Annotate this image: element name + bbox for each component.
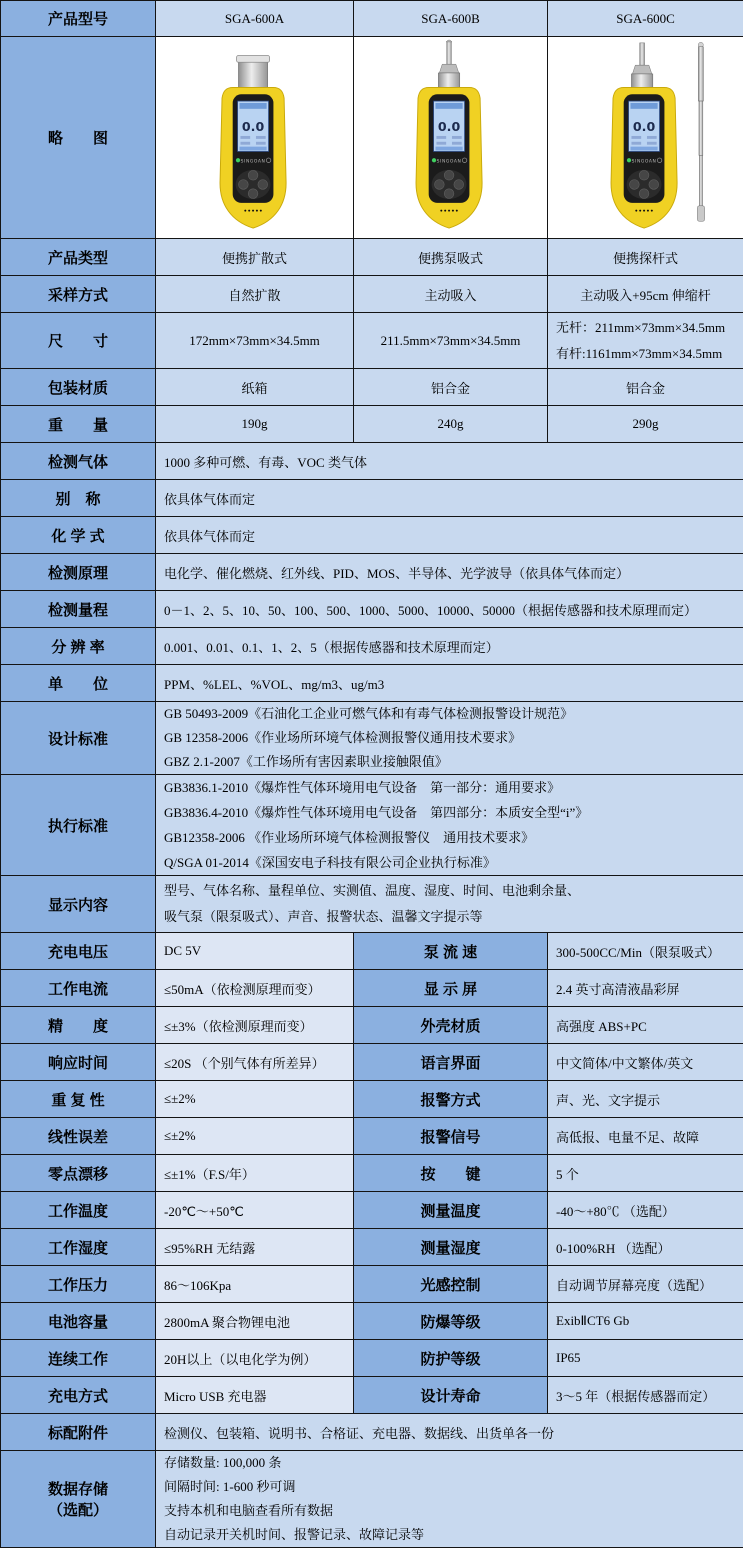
svg-text:SINGOAN: SINGOAN: [436, 159, 461, 165]
alias-value: 依具体气体而定: [156, 480, 743, 517]
product-image-cell-c: [548, 37, 743, 239]
telescopic-rod: [697, 42, 704, 221]
product-image-cell-b: [354, 37, 548, 239]
row-label: 尺 寸: [1, 313, 156, 369]
row-label: 设计标准: [1, 702, 156, 775]
data-storage-value: [156, 1451, 743, 1548]
row-standard-accessories: [1, 1414, 743, 1451]
product-image-sga-600c: [548, 39, 743, 236]
detection-range-value: 0－1、2、5、10、50、100、500、1000、5000、10000、50000（根据传感器和技术原理而定）: [156, 591, 743, 628]
weight-c: 290g: [548, 406, 743, 443]
row-label: 响应时间: [1, 1044, 156, 1081]
repeatability-value: ≤±2%: [156, 1081, 354, 1118]
row-label: 工作电流: [1, 970, 156, 1007]
design-standard-value: [156, 702, 743, 775]
linearity-error-value: ≤±2%: [156, 1118, 354, 1155]
accessories-value: 检测仪、包装箱、说明书、合格证、充电器、数据线、出货单各一份: [156, 1414, 743, 1451]
display-screen-value: 2.4 英寸高清液晶彩屏: [548, 970, 743, 1007]
design-standard-line: GB 50493-2009《石油化工企业可燃气体和有毒气体检测报警设计规范》: [164, 702, 735, 726]
row-working-pressure-light-control: [1, 1266, 743, 1303]
row-linearity-alarm-signal: [1, 1118, 743, 1155]
battery-capacity-value: 2800mA 聚合物锂电池: [156, 1303, 354, 1340]
shell-material-value: 高强度 ABS+PC: [548, 1007, 743, 1044]
continuous-work-value: 20H以上（以电化学为例）: [156, 1340, 354, 1377]
language-value: 中文简体/中文繁体/英文: [548, 1044, 743, 1081]
design-standard-line: GB 12358-2006《作业场所环境气体检测报警仪通用技术要求》: [164, 726, 735, 750]
gas-detector-illustration: [577, 39, 715, 231]
row-label: 产品类型: [1, 239, 156, 276]
data-storage-label-line2: （选配）: [3, 1499, 153, 1520]
model-a: SGA-600A: [156, 1, 354, 37]
row-label: 检测原理: [1, 554, 156, 591]
detected-gas-value: 1000 多种可燃、有毒、VOC 类气体: [156, 443, 743, 480]
type-c: 便携探杆式: [548, 239, 743, 276]
display-content-line: 型号、气体名称、量程单位、实测值、温度、湿度、时间、电池剩余量、: [164, 878, 735, 904]
light-control-value: 自动调节屏幕亮度（选配）: [548, 1266, 743, 1303]
size-a: 172mm×73mm×34.5mm: [156, 313, 354, 369]
gas-detector-illustration: [186, 39, 324, 231]
packing-b: 铝合金: [354, 369, 548, 406]
row-label: 分 辨 率: [1, 628, 156, 665]
working-current-value: ≤50mA（依检测原理而变）: [156, 970, 354, 1007]
row-label: 包装材质: [1, 369, 156, 406]
row-design-standard: [1, 702, 743, 775]
svg-text:0.0: 0.0: [241, 119, 264, 134]
product-image-sga-600a: [156, 39, 353, 236]
size-c: [548, 313, 743, 369]
row-label: 标配附件: [1, 1414, 156, 1451]
sampling-c: 主动吸入+95cm 伸缩杆: [548, 276, 743, 313]
pump-flow-value: 300-500CC/Min（限泵吸式）: [548, 933, 743, 970]
row-label-2: 设计寿命: [354, 1377, 548, 1414]
sampling-a: 自然扩散: [156, 276, 354, 313]
svg-text:0.0: 0.0: [632, 119, 655, 134]
row-detected-gas: [1, 443, 743, 480]
row-product-model: [1, 1, 743, 37]
row-zero-drift-keys: [1, 1155, 743, 1192]
charge-voltage-value: DC 5V: [156, 933, 354, 970]
row-label: 略 图: [1, 37, 156, 239]
data-storage-line: 支持本机和电脑查看所有数据: [164, 1499, 735, 1523]
weight-a: 190g: [156, 406, 354, 443]
unit-value: PPM、%LEL、%VOL、mg/m3、ug/m3: [156, 665, 743, 702]
row-label-2: 防爆等级: [354, 1303, 548, 1340]
row-label: 显示内容: [1, 876, 156, 933]
product-image-sga-600b: [354, 39, 547, 236]
row-accuracy-shell-material: [1, 1007, 743, 1044]
row-working-current-display: [1, 970, 743, 1007]
row-sampling-method: [1, 276, 743, 313]
product-image-cell-a: [156, 37, 354, 239]
row-label: 单 位: [1, 665, 156, 702]
row-label-2: 报警方式: [354, 1081, 548, 1118]
row-label: 重 量: [1, 406, 156, 443]
svg-text:0.0: 0.0: [437, 119, 460, 134]
row-label-2: 防护等级: [354, 1340, 548, 1377]
row-weight: [1, 406, 743, 443]
design-life-value: 3～5 年（根据传感器而定）: [548, 1377, 743, 1414]
row-display-content: [1, 876, 743, 933]
row-working-humidity-measure-humidity: [1, 1229, 743, 1266]
row-dimensions: [1, 313, 743, 369]
sampling-b: 主动吸入: [354, 276, 548, 313]
executive-standard-value: [156, 775, 743, 876]
row-label: 别 称: [1, 480, 156, 517]
row-label-2: 外壳材质: [354, 1007, 548, 1044]
keys-value: 5 个: [548, 1155, 743, 1192]
measure-temp-value: -40～+80℃ （选配）: [548, 1192, 743, 1229]
executive-standard-line: GB3836.4-2010《爆炸性气体环境用电气设备 第四部分：本质安全型“i”》: [164, 800, 735, 825]
response-time-value: ≤20S （个别气体有所差异）: [156, 1044, 354, 1081]
row-label: [1, 1451, 156, 1548]
model-b: SGA-600B: [354, 1, 548, 37]
accuracy-value: ≤±3%（依检测原理而变）: [156, 1007, 354, 1044]
gas-detector-illustration: [382, 39, 520, 231]
row-label-2: 泵 流 速: [354, 933, 548, 970]
row-resolution: [1, 628, 743, 665]
packing-c: 铝合金: [548, 369, 743, 406]
row-repeatability-alarm-mode: [1, 1081, 743, 1118]
row-detection-range: [1, 591, 743, 628]
row-label-2: 报警信号: [354, 1118, 548, 1155]
row-packing-material: [1, 369, 743, 406]
zero-drift-value: ≤±1%（F.S/年）: [156, 1155, 354, 1192]
row-label: 工作湿度: [1, 1229, 156, 1266]
row-continuous-work-protection: [1, 1340, 743, 1377]
type-a: 便携扩散式: [156, 239, 354, 276]
size-c-line1: 无杆：211mm×73mm×34.5mm: [556, 315, 735, 341]
row-label: 充电方式: [1, 1377, 156, 1414]
data-storage-line: 存储数量: 100,000 条: [164, 1451, 735, 1475]
working-humidity-value: ≤95%RH 无结露: [156, 1229, 354, 1266]
executive-standard-line: GB12358-2006 《作业场所环境气体检测报警仪 通用技术要求》: [164, 825, 735, 850]
row-label-2: 语言界面: [354, 1044, 548, 1081]
data-storage-label-line1: 数据存储: [3, 1478, 153, 1499]
design-standard-line: GBZ 2.1-2007《工作场所有害因素职业接触限值》: [164, 750, 735, 774]
row-data-storage: [1, 1451, 743, 1548]
model-c: SGA-600C: [548, 1, 743, 37]
row-response-time-language: [1, 1044, 743, 1081]
detection-principle-value: 电化学、催化燃烧、红外线、PID、MOS、半导体、光学波导（依具体气体而定）: [156, 554, 743, 591]
row-charge-method-design-life: [1, 1377, 743, 1414]
size-c-line2: 有杆:1161mm×73mm×34.5mm: [556, 341, 735, 367]
measure-humidity-value: 0-100%RH （选配）: [548, 1229, 743, 1266]
svg-text:SINGOAN: SINGOAN: [240, 159, 265, 165]
row-label: 电池容量: [1, 1303, 156, 1340]
alarm-signal-value: 高低报、电量不足、故障: [548, 1118, 743, 1155]
row-label: 零点漂移: [1, 1155, 156, 1192]
explosion-proof-value: ExibⅡCT6 Gb: [548, 1303, 743, 1340]
row-label: 产品型号: [1, 1, 156, 37]
row-label: 检测量程: [1, 591, 156, 628]
row-label: 连续工作: [1, 1340, 156, 1377]
row-executive-standard: [1, 775, 743, 876]
type-b: 便携泵吸式: [354, 239, 548, 276]
row-charge-voltage-pump-flow: [1, 933, 743, 970]
row-label-2: 测量温度: [354, 1192, 548, 1229]
charge-method-value: Micro USB 充电器: [156, 1377, 354, 1414]
alarm-mode-value: 声、光、文字提示: [548, 1081, 743, 1118]
weight-b: 240g: [354, 406, 548, 443]
row-sketch: [1, 37, 743, 239]
protection-level-value: IP65: [548, 1340, 743, 1377]
size-b: 211.5mm×73mm×34.5mm: [354, 313, 548, 369]
row-label: 采样方式: [1, 276, 156, 313]
row-label: 工作温度: [1, 1192, 156, 1229]
row-label: 精 度: [1, 1007, 156, 1044]
svg-text:SINGOAN: SINGOAN: [631, 159, 656, 165]
row-label: 线性误差: [1, 1118, 156, 1155]
row-label: 重 复 性: [1, 1081, 156, 1118]
row-label: 工作压力: [1, 1266, 156, 1303]
row-label: 检测气体: [1, 443, 156, 480]
display-content-value: [156, 876, 743, 933]
executive-standard-line: GB3836.1-2010《爆炸性气体环境用电气设备 第一部分：通用要求》: [164, 775, 735, 800]
row-chemical-formula: [1, 517, 743, 554]
row-working-temp-measure-temp: [1, 1192, 743, 1229]
row-label: 化 学 式: [1, 517, 156, 554]
row-label-2: 光感控制: [354, 1266, 548, 1303]
row-label-2: 显 示 屏: [354, 970, 548, 1007]
display-content-line: 吸气泵（限泵吸式）、声音、报警状态、温馨文字提示等: [164, 904, 735, 930]
working-pressure-value: 86～106Kpa: [156, 1266, 354, 1303]
resolution-value: 0.001、0.01、0.1、1、2、5（根据传感器和技术原理而定）: [156, 628, 743, 665]
row-battery-explosion-proof: [1, 1303, 743, 1340]
data-storage-line: 自动记录开关机时间、报警记录、故障记录等: [164, 1523, 735, 1547]
executive-standard-line: Q/SGA 01-2014《深国安电子科技有限公司企业执行标准》: [164, 850, 735, 875]
row-label: 充电电压: [1, 933, 156, 970]
working-temp-value: -20℃～+50℃: [156, 1192, 354, 1229]
row-label-2: 按 键: [354, 1155, 548, 1192]
row-label: 执行标准: [1, 775, 156, 876]
row-product-type: [1, 239, 743, 276]
data-storage-line: 间隔时间: 1-600 秒可调: [164, 1475, 735, 1499]
row-alias: [1, 480, 743, 517]
packing-a: 纸箱: [156, 369, 354, 406]
row-detection-principle: [1, 554, 743, 591]
chemical-formula-value: 依具体气体而定: [156, 517, 743, 554]
row-label-2: 测量湿度: [354, 1229, 548, 1266]
row-unit: [1, 665, 743, 702]
